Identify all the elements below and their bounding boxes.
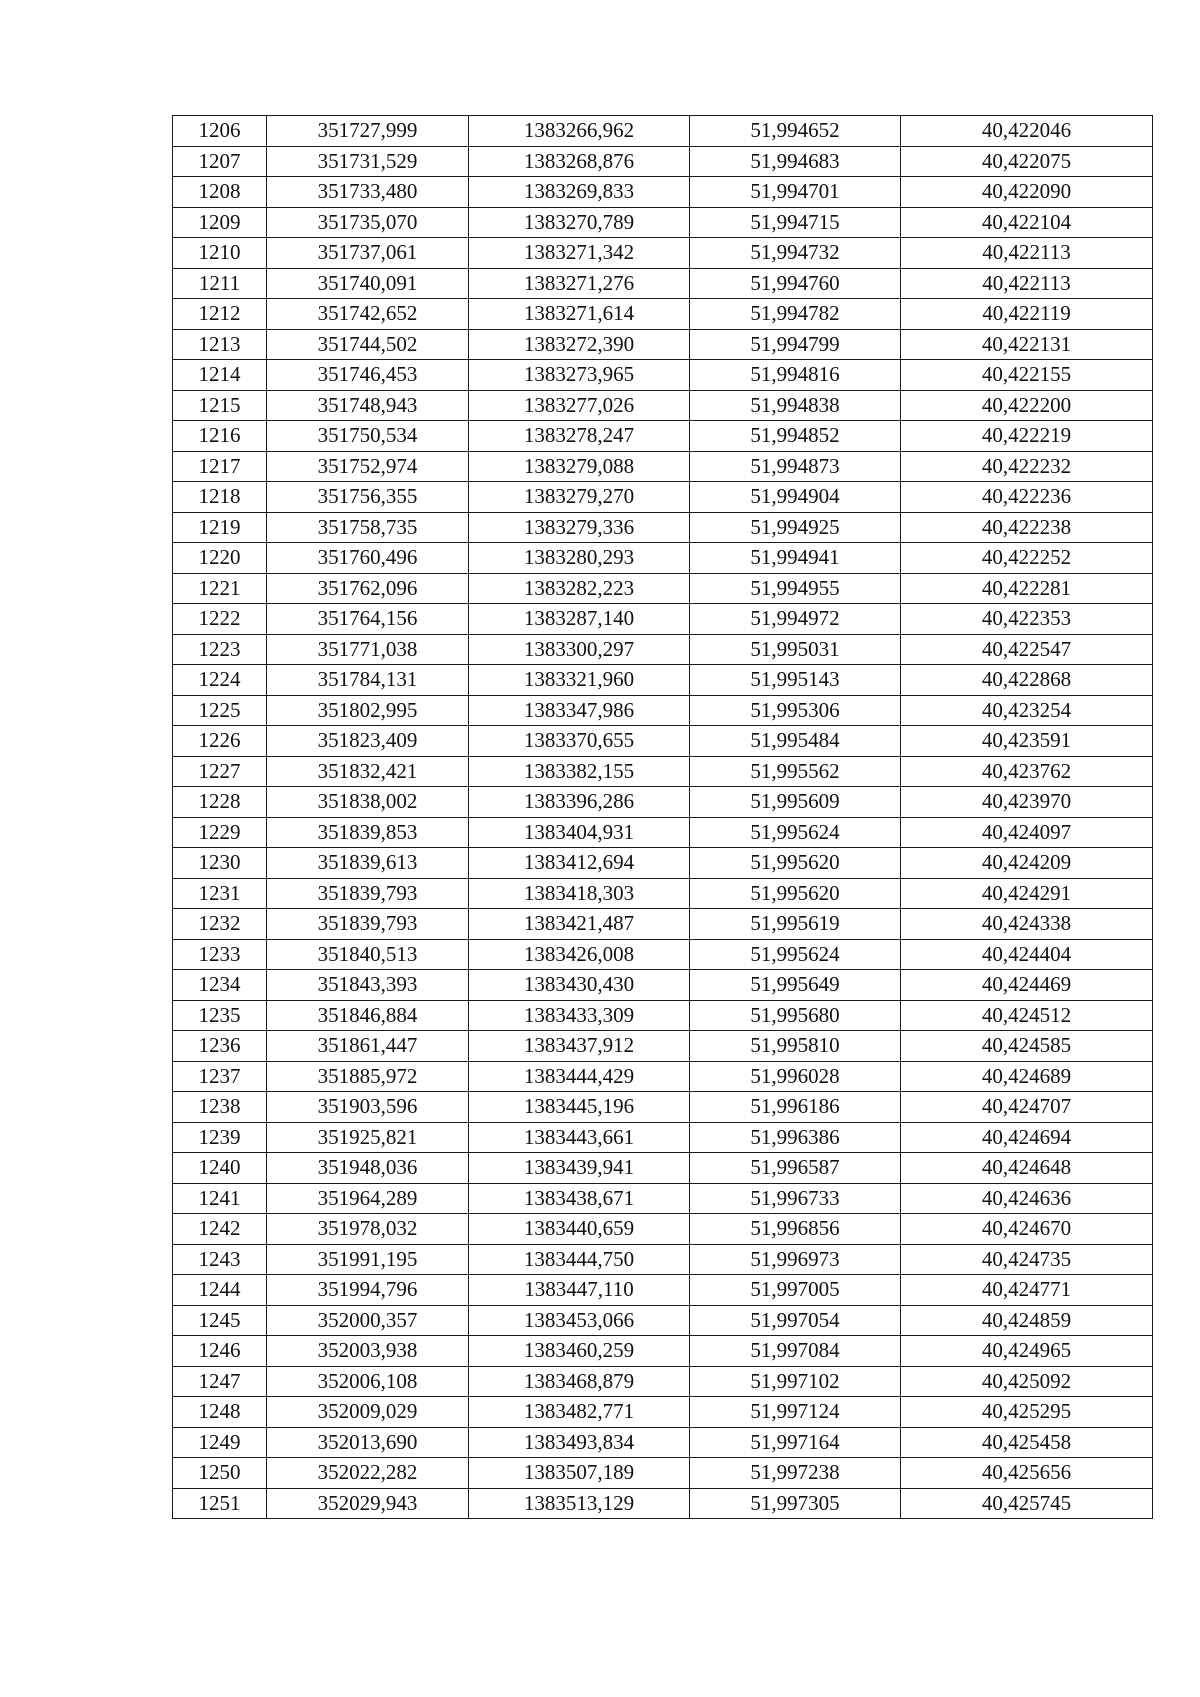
point-number-cell: 1247	[173, 1366, 267, 1397]
table-row	[173, 1458, 1153, 1489]
table-row	[173, 1397, 1153, 1428]
y-coordinate-cell: 1383453,066	[469, 1305, 690, 1336]
x-coordinate-cell: 351733,480	[267, 177, 469, 208]
x-coordinate-cell: 351760,496	[267, 543, 469, 574]
y-coordinate-cell: 1383445,196	[469, 1092, 690, 1123]
table-row	[173, 1031, 1153, 1062]
latitude-cell: 51,995620	[690, 848, 901, 879]
point-number-cell: 1249	[173, 1427, 267, 1458]
y-coordinate-cell: 1383282,223	[469, 573, 690, 604]
point-number-cell: 1233	[173, 939, 267, 970]
y-coordinate-cell: 1383447,110	[469, 1275, 690, 1306]
table-row	[173, 604, 1153, 635]
longitude-cell: 40,424512	[901, 1000, 1153, 1031]
x-coordinate-cell: 351740,091	[267, 268, 469, 299]
latitude-cell: 51,997124	[690, 1397, 901, 1428]
longitude-cell: 40,424707	[901, 1092, 1153, 1123]
latitude-cell: 51,994760	[690, 268, 901, 299]
x-coordinate-cell: 351762,096	[267, 573, 469, 604]
table-row	[173, 726, 1153, 757]
x-coordinate-cell: 351964,289	[267, 1183, 469, 1214]
point-number-cell: 1218	[173, 482, 267, 513]
table-row	[173, 634, 1153, 665]
longitude-cell: 40,424771	[901, 1275, 1153, 1306]
point-number-cell: 1207	[173, 146, 267, 177]
longitude-cell: 40,423762	[901, 756, 1153, 787]
y-coordinate-cell: 1383418,303	[469, 878, 690, 909]
longitude-cell: 40,424291	[901, 878, 1153, 909]
y-coordinate-cell: 1383273,965	[469, 360, 690, 391]
latitude-cell: 51,994715	[690, 207, 901, 238]
x-coordinate-cell: 351948,036	[267, 1153, 469, 1184]
x-coordinate-cell: 351742,652	[267, 299, 469, 330]
longitude-cell: 40,422219	[901, 421, 1153, 452]
longitude-cell: 40,425458	[901, 1427, 1153, 1458]
y-coordinate-cell: 1383460,259	[469, 1336, 690, 1367]
y-coordinate-cell: 1383440,659	[469, 1214, 690, 1245]
table-row	[173, 909, 1153, 940]
point-number-cell: 1225	[173, 695, 267, 726]
table-row	[173, 238, 1153, 269]
table-row	[173, 390, 1153, 421]
y-coordinate-cell: 1383280,293	[469, 543, 690, 574]
x-coordinate-cell: 352000,357	[267, 1305, 469, 1336]
table-row	[173, 512, 1153, 543]
y-coordinate-cell: 1383444,750	[469, 1244, 690, 1275]
latitude-cell: 51,996587	[690, 1153, 901, 1184]
point-number-cell: 1206	[173, 116, 267, 147]
longitude-cell: 40,424469	[901, 970, 1153, 1001]
table-row	[173, 695, 1153, 726]
x-coordinate-cell: 351846,884	[267, 1000, 469, 1031]
table-row	[173, 1214, 1153, 1245]
x-coordinate-cell: 351731,529	[267, 146, 469, 177]
longitude-cell: 40,424338	[901, 909, 1153, 940]
longitude-cell: 40,424585	[901, 1031, 1153, 1062]
table-row	[173, 1336, 1153, 1367]
y-coordinate-cell: 1383279,336	[469, 512, 690, 543]
x-coordinate-cell: 351746,453	[267, 360, 469, 391]
point-number-cell: 1230	[173, 848, 267, 879]
table-row	[173, 817, 1153, 848]
x-coordinate-cell: 351925,821	[267, 1122, 469, 1153]
x-coordinate-cell: 351839,793	[267, 909, 469, 940]
point-number-cell: 1232	[173, 909, 267, 940]
longitude-cell: 40,422547	[901, 634, 1153, 665]
latitude-cell: 51,996186	[690, 1092, 901, 1123]
latitude-cell: 51,996973	[690, 1244, 901, 1275]
longitude-cell: 40,424689	[901, 1061, 1153, 1092]
y-coordinate-cell: 1383396,286	[469, 787, 690, 818]
longitude-cell: 40,424097	[901, 817, 1153, 848]
point-number-cell: 1208	[173, 177, 267, 208]
longitude-cell: 40,422252	[901, 543, 1153, 574]
latitude-cell: 51,995031	[690, 634, 901, 665]
table-row	[173, 939, 1153, 970]
x-coordinate-cell: 351823,409	[267, 726, 469, 757]
longitude-cell: 40,424404	[901, 939, 1153, 970]
longitude-cell: 40,423591	[901, 726, 1153, 757]
latitude-cell: 51,994701	[690, 177, 901, 208]
point-number-cell: 1220	[173, 543, 267, 574]
y-coordinate-cell: 1383279,270	[469, 482, 690, 513]
x-coordinate-cell: 351784,131	[267, 665, 469, 696]
y-coordinate-cell: 1383404,931	[469, 817, 690, 848]
table-row	[173, 1061, 1153, 1092]
point-number-cell: 1250	[173, 1458, 267, 1489]
x-coordinate-cell: 351737,061	[267, 238, 469, 269]
longitude-cell: 40,424648	[901, 1153, 1153, 1184]
longitude-cell: 40,422155	[901, 360, 1153, 391]
table-row	[173, 360, 1153, 391]
longitude-cell: 40,424694	[901, 1122, 1153, 1153]
table-row	[173, 116, 1153, 147]
point-number-cell: 1217	[173, 451, 267, 482]
table-row	[173, 756, 1153, 787]
latitude-cell: 51,995609	[690, 787, 901, 818]
x-coordinate-cell: 351748,943	[267, 390, 469, 421]
longitude-cell: 40,425656	[901, 1458, 1153, 1489]
latitude-cell: 51,995143	[690, 665, 901, 696]
longitude-cell: 40,422090	[901, 177, 1153, 208]
table-row	[173, 207, 1153, 238]
table-row	[173, 573, 1153, 604]
point-number-cell: 1221	[173, 573, 267, 604]
x-coordinate-cell: 351832,421	[267, 756, 469, 787]
longitude-cell: 40,422238	[901, 512, 1153, 543]
x-coordinate-cell: 352029,943	[267, 1488, 469, 1519]
point-number-cell: 1243	[173, 1244, 267, 1275]
longitude-cell: 40,422868	[901, 665, 1153, 696]
latitude-cell: 51,995484	[690, 726, 901, 757]
x-coordinate-cell: 351727,999	[267, 116, 469, 147]
latitude-cell: 51,994873	[690, 451, 901, 482]
table-row	[173, 299, 1153, 330]
x-coordinate-cell: 351839,613	[267, 848, 469, 879]
longitude-cell: 40,424209	[901, 848, 1153, 879]
longitude-cell: 40,424965	[901, 1336, 1153, 1367]
latitude-cell: 51,994941	[690, 543, 901, 574]
y-coordinate-cell: 1383370,655	[469, 726, 690, 757]
longitude-cell: 40,425295	[901, 1397, 1153, 1428]
longitude-cell: 40,424735	[901, 1244, 1153, 1275]
latitude-cell: 51,997164	[690, 1427, 901, 1458]
latitude-cell: 51,997102	[690, 1366, 901, 1397]
latitude-cell: 51,994852	[690, 421, 901, 452]
longitude-cell: 40,425092	[901, 1366, 1153, 1397]
latitude-cell: 51,995620	[690, 878, 901, 909]
table-row	[173, 268, 1153, 299]
x-coordinate-cell: 351735,070	[267, 207, 469, 238]
latitude-cell: 51,994732	[690, 238, 901, 269]
y-coordinate-cell: 1383272,390	[469, 329, 690, 360]
latitude-cell: 51,996733	[690, 1183, 901, 1214]
point-number-cell: 1234	[173, 970, 267, 1001]
table-row	[173, 878, 1153, 909]
latitude-cell: 51,997238	[690, 1458, 901, 1489]
longitude-cell: 40,423254	[901, 695, 1153, 726]
latitude-cell: 51,994972	[690, 604, 901, 635]
latitude-cell: 51,994782	[690, 299, 901, 330]
y-coordinate-cell: 1383421,487	[469, 909, 690, 940]
longitude-cell: 40,422200	[901, 390, 1153, 421]
latitude-cell: 51,994904	[690, 482, 901, 513]
point-number-cell: 1238	[173, 1092, 267, 1123]
y-coordinate-cell: 1383482,771	[469, 1397, 690, 1428]
table-row	[173, 665, 1153, 696]
table-row	[173, 1183, 1153, 1214]
y-coordinate-cell: 1383268,876	[469, 146, 690, 177]
point-number-cell: 1244	[173, 1275, 267, 1306]
point-number-cell: 1241	[173, 1183, 267, 1214]
latitude-cell: 51,995624	[690, 817, 901, 848]
table-row	[173, 1488, 1153, 1519]
table-row	[173, 329, 1153, 360]
y-coordinate-cell: 1383279,088	[469, 451, 690, 482]
point-number-cell: 1240	[173, 1153, 267, 1184]
longitude-cell: 40,422119	[901, 299, 1153, 330]
latitude-cell: 51,994838	[690, 390, 901, 421]
latitude-cell: 51,997084	[690, 1336, 901, 1367]
x-coordinate-cell: 351839,793	[267, 878, 469, 909]
table-row	[173, 1305, 1153, 1336]
table-row	[173, 451, 1153, 482]
point-number-cell: 1209	[173, 207, 267, 238]
y-coordinate-cell: 1383426,008	[469, 939, 690, 970]
latitude-cell: 51,995562	[690, 756, 901, 787]
x-coordinate-cell: 352009,029	[267, 1397, 469, 1428]
x-coordinate-cell: 351758,735	[267, 512, 469, 543]
table-row	[173, 1427, 1153, 1458]
point-number-cell: 1228	[173, 787, 267, 818]
table-row	[173, 177, 1153, 208]
y-coordinate-cell: 1383277,026	[469, 390, 690, 421]
latitude-cell: 51,997005	[690, 1275, 901, 1306]
y-coordinate-cell: 1383271,276	[469, 268, 690, 299]
point-number-cell: 1222	[173, 604, 267, 635]
latitude-cell: 51,997305	[690, 1488, 901, 1519]
latitude-cell: 51,996856	[690, 1214, 901, 1245]
x-coordinate-cell: 352003,938	[267, 1336, 469, 1367]
x-coordinate-cell: 351756,355	[267, 482, 469, 513]
y-coordinate-cell: 1383382,155	[469, 756, 690, 787]
x-coordinate-cell: 352022,282	[267, 1458, 469, 1489]
table-row	[173, 1275, 1153, 1306]
y-coordinate-cell: 1383444,429	[469, 1061, 690, 1092]
x-coordinate-cell: 351838,002	[267, 787, 469, 818]
table-row	[173, 543, 1153, 574]
x-coordinate-cell: 351744,502	[267, 329, 469, 360]
longitude-cell: 40,422131	[901, 329, 1153, 360]
y-coordinate-cell: 1383269,833	[469, 177, 690, 208]
latitude-cell: 51,994816	[690, 360, 901, 391]
point-number-cell: 1245	[173, 1305, 267, 1336]
latitude-cell: 51,997054	[690, 1305, 901, 1336]
table-row	[173, 1244, 1153, 1275]
longitude-cell: 40,422113	[901, 268, 1153, 299]
y-coordinate-cell: 1383347,986	[469, 695, 690, 726]
point-number-cell: 1239	[173, 1122, 267, 1153]
x-coordinate-cell: 351840,513	[267, 939, 469, 970]
table-row	[173, 970, 1153, 1001]
y-coordinate-cell: 1383493,834	[469, 1427, 690, 1458]
point-number-cell: 1213	[173, 329, 267, 360]
latitude-cell: 51,996386	[690, 1122, 901, 1153]
point-number-cell: 1224	[173, 665, 267, 696]
point-number-cell: 1235	[173, 1000, 267, 1031]
point-number-cell: 1215	[173, 390, 267, 421]
y-coordinate-cell: 1383437,912	[469, 1031, 690, 1062]
x-coordinate-cell: 351978,032	[267, 1214, 469, 1245]
point-number-cell: 1237	[173, 1061, 267, 1092]
longitude-cell: 40,422353	[901, 604, 1153, 635]
table-row	[173, 1122, 1153, 1153]
y-coordinate-cell: 1383430,430	[469, 970, 690, 1001]
y-coordinate-cell: 1383287,140	[469, 604, 690, 635]
point-number-cell: 1248	[173, 1397, 267, 1428]
y-coordinate-cell: 1383271,614	[469, 299, 690, 330]
point-number-cell: 1210	[173, 238, 267, 269]
point-number-cell: 1226	[173, 726, 267, 757]
latitude-cell: 51,994683	[690, 146, 901, 177]
table-row	[173, 787, 1153, 818]
y-coordinate-cell: 1383270,789	[469, 207, 690, 238]
y-coordinate-cell: 1383433,309	[469, 1000, 690, 1031]
longitude-cell: 40,424636	[901, 1183, 1153, 1214]
point-number-cell: 1227	[173, 756, 267, 787]
longitude-cell: 40,424859	[901, 1305, 1153, 1336]
table-row	[173, 1366, 1153, 1397]
x-coordinate-cell: 352013,690	[267, 1427, 469, 1458]
table-row	[173, 1153, 1153, 1184]
y-coordinate-cell: 1383439,941	[469, 1153, 690, 1184]
table-row	[173, 146, 1153, 177]
table-row	[173, 1092, 1153, 1123]
table-row	[173, 421, 1153, 452]
latitude-cell: 51,995680	[690, 1000, 901, 1031]
point-number-cell: 1216	[173, 421, 267, 452]
coordinates-table	[172, 115, 1153, 1519]
longitude-cell: 40,422113	[901, 238, 1153, 269]
latitude-cell: 51,995619	[690, 909, 901, 940]
point-number-cell: 1219	[173, 512, 267, 543]
table-row	[173, 1000, 1153, 1031]
latitude-cell: 51,995810	[690, 1031, 901, 1062]
latitude-cell: 51,996028	[690, 1061, 901, 1092]
y-coordinate-cell: 1383438,671	[469, 1183, 690, 1214]
longitude-cell: 40,422232	[901, 451, 1153, 482]
point-number-cell: 1236	[173, 1031, 267, 1062]
x-coordinate-cell: 351885,972	[267, 1061, 469, 1092]
longitude-cell: 40,423970	[901, 787, 1153, 818]
latitude-cell: 51,995649	[690, 970, 901, 1001]
point-number-cell: 1212	[173, 299, 267, 330]
point-number-cell: 1251	[173, 1488, 267, 1519]
longitude-cell: 40,425745	[901, 1488, 1153, 1519]
table-row	[173, 848, 1153, 879]
x-coordinate-cell: 351764,156	[267, 604, 469, 635]
latitude-cell: 51,994955	[690, 573, 901, 604]
coordinates-table-body	[173, 116, 1153, 1519]
latitude-cell: 51,994799	[690, 329, 901, 360]
y-coordinate-cell: 1383300,297	[469, 634, 690, 665]
point-number-cell: 1214	[173, 360, 267, 391]
y-coordinate-cell: 1383507,189	[469, 1458, 690, 1489]
latitude-cell: 51,995306	[690, 695, 901, 726]
y-coordinate-cell: 1383321,960	[469, 665, 690, 696]
longitude-cell: 40,422236	[901, 482, 1153, 513]
longitude-cell: 40,424670	[901, 1214, 1153, 1245]
longitude-cell: 40,422075	[901, 146, 1153, 177]
x-coordinate-cell: 351994,796	[267, 1275, 469, 1306]
latitude-cell: 51,994652	[690, 116, 901, 147]
x-coordinate-cell: 351802,995	[267, 695, 469, 726]
y-coordinate-cell: 1383513,129	[469, 1488, 690, 1519]
y-coordinate-cell: 1383271,342	[469, 238, 690, 269]
point-number-cell: 1229	[173, 817, 267, 848]
x-coordinate-cell: 351839,853	[267, 817, 469, 848]
y-coordinate-cell: 1383443,661	[469, 1122, 690, 1153]
latitude-cell: 51,995624	[690, 939, 901, 970]
y-coordinate-cell: 1383266,962	[469, 116, 690, 147]
x-coordinate-cell: 351903,596	[267, 1092, 469, 1123]
x-coordinate-cell: 351861,447	[267, 1031, 469, 1062]
y-coordinate-cell: 1383412,694	[469, 848, 690, 879]
point-number-cell: 1246	[173, 1336, 267, 1367]
latitude-cell: 51,994925	[690, 512, 901, 543]
x-coordinate-cell: 351991,195	[267, 1244, 469, 1275]
longitude-cell: 40,422046	[901, 116, 1153, 147]
longitude-cell: 40,422104	[901, 207, 1153, 238]
point-number-cell: 1223	[173, 634, 267, 665]
y-coordinate-cell: 1383278,247	[469, 421, 690, 452]
x-coordinate-cell: 351752,974	[267, 451, 469, 482]
y-coordinate-cell: 1383468,879	[469, 1366, 690, 1397]
x-coordinate-cell: 352006,108	[267, 1366, 469, 1397]
point-number-cell: 1211	[173, 268, 267, 299]
point-number-cell: 1231	[173, 878, 267, 909]
longitude-cell: 40,422281	[901, 573, 1153, 604]
point-number-cell: 1242	[173, 1214, 267, 1245]
x-coordinate-cell: 351843,393	[267, 970, 469, 1001]
table-row	[173, 482, 1153, 513]
x-coordinate-cell: 351771,038	[267, 634, 469, 665]
x-coordinate-cell: 351750,534	[267, 421, 469, 452]
